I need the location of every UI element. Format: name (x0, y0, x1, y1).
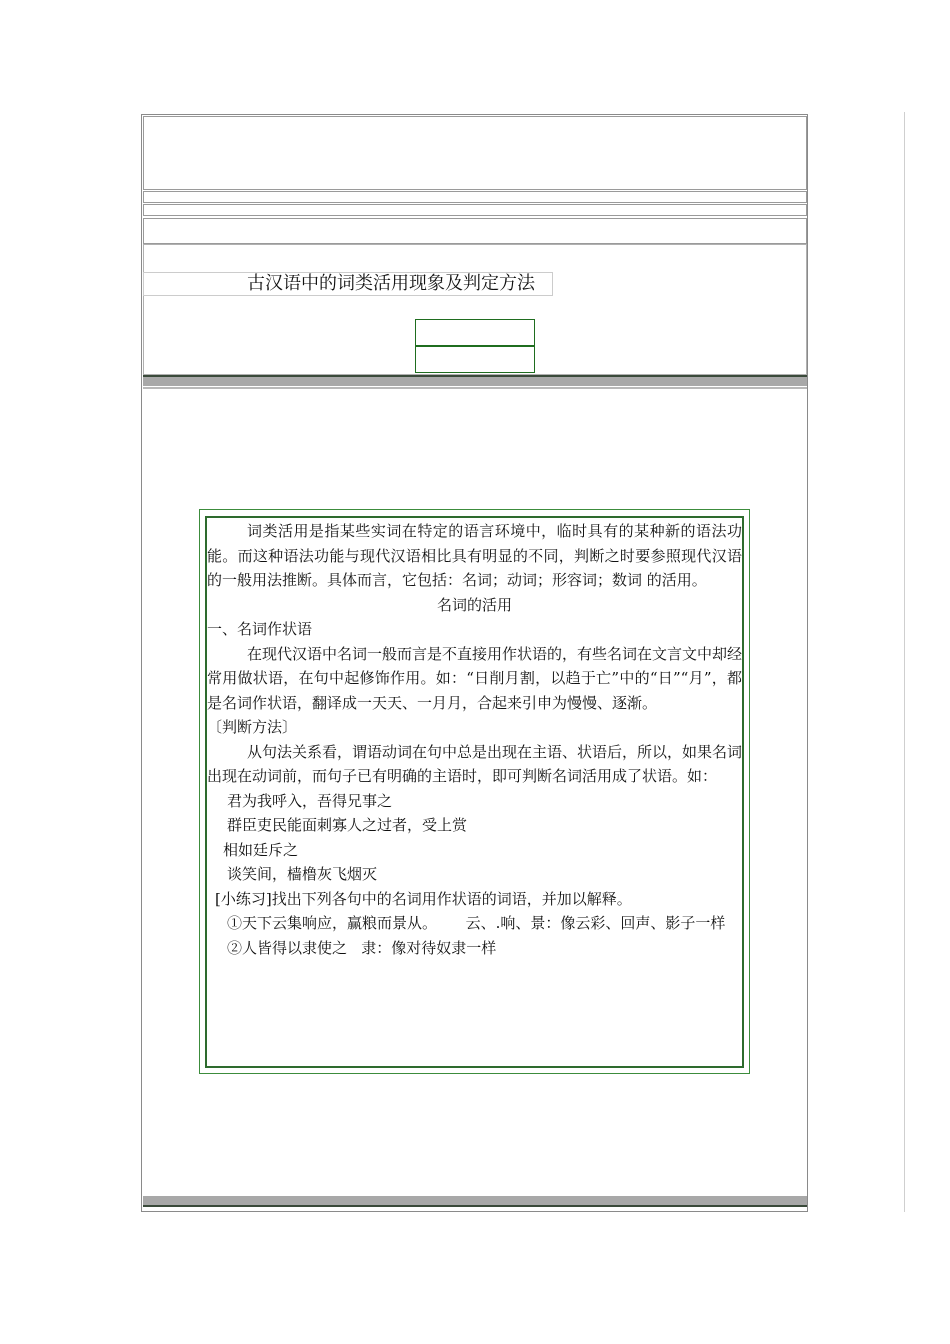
article-content (207, 519, 742, 960)
method-label: 〔判断方法〕 (207, 718, 298, 736)
body-paragraph-1: 在现代汉语中名词一般而言是不直接用作状语的，有些名词在文言文中却经常用做状语，在句中起修饰作用。如：“日削月割，以趋于亡”中的“日”“月”，都是名词作状语，翻译成一天天、一月月，合起来引申为慢慢、逐渐。 (207, 644, 743, 712)
divider-bar-top (143, 375, 807, 386)
exercise-item-1: ①天下云集响应，赢粮而景从。 云、.响、景：像云彩、回声、影子一样 (227, 914, 726, 932)
example-2: 群臣吏民能面刺寡人之过者，受上赏 (227, 816, 468, 834)
info-box-bottom (415, 346, 535, 373)
sub-heading: 一、名词作状语 (207, 620, 313, 638)
divider-line-top (143, 387, 807, 389)
exercise-label: [小练习]找出下列各句中的名词用作状语的词语，并加以解释。 (215, 889, 632, 908)
example-3: 相如廷斥之 (223, 840, 299, 859)
header-strip-1 (143, 191, 807, 203)
divider-bar-bottom (143, 1196, 807, 1207)
exercise-item-2: ②人皆得以隶使之 隶：像对待奴隶一样 (227, 938, 497, 957)
info-box-top (415, 319, 535, 346)
section-heading: 名词的活用 (436, 595, 512, 614)
example-4: 谈笑间，樯橹灰飞烟灭 (227, 865, 378, 883)
example-1: 君为我呼入，吾得兄事之 (227, 791, 393, 810)
body-paragraph-2: 从句法关系看，谓语动词在句中总是出现在主语、状语后，所以，如果名词出现在动词前，而句子已有明确的主语时，即可判断名词活用成了状语。如： (207, 742, 743, 785)
header-strip-3 (143, 218, 807, 244)
right-margin-rule (904, 112, 905, 1212)
intro-paragraph: 词类活用是指某些实词在特定的语言环境中，临时具有的某种新的语法功能。而这种语法功能与现代汉语相比具有明显的不同，判断之时要参照现代汉语的一般用法推断。具体而言，它包括：名词；动词；形容词；数词 的活用。 (207, 522, 742, 589)
header-strip-2 (143, 204, 807, 216)
page-title: 古汉语中的词类活用现象及判定方法 (247, 273, 535, 294)
header-top-box (143, 116, 807, 190)
